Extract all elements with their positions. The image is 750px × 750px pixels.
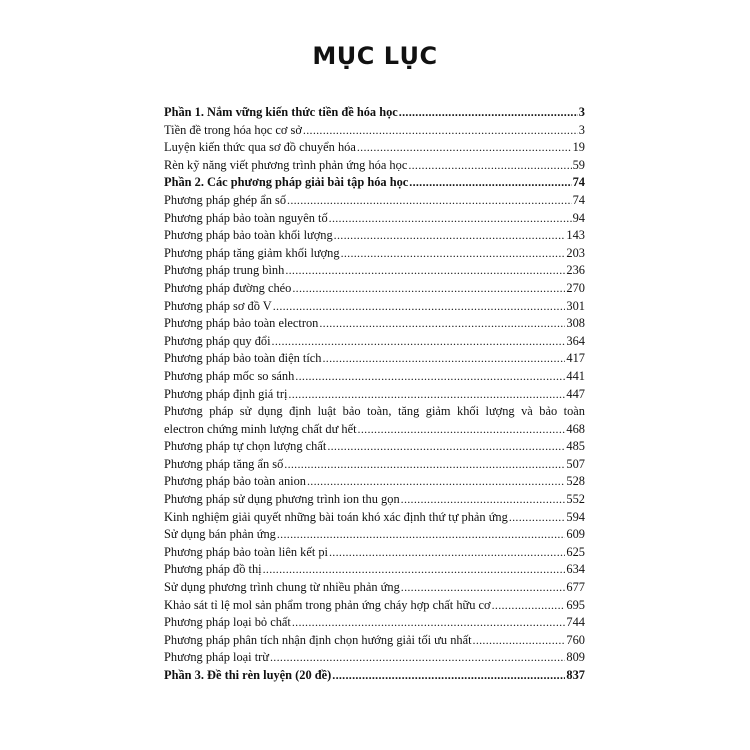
toc-entry bbox=[164, 139, 585, 157]
toc-entry-title: Phương pháp tự chọn lượng chất bbox=[164, 439, 327, 454]
toc-entry bbox=[164, 174, 585, 192]
dot-leader bbox=[408, 157, 571, 175]
toc-entry-title: Phương pháp sử dụng phương trình ion thu gọn bbox=[164, 492, 400, 507]
toc-entry bbox=[164, 368, 585, 386]
toc-entry bbox=[164, 561, 585, 579]
dot-leader bbox=[322, 350, 565, 368]
toc-entry bbox=[164, 649, 585, 667]
toc-entry-page-number: 203 bbox=[566, 245, 585, 260]
dot-leader bbox=[509, 509, 566, 527]
toc-entry bbox=[164, 227, 585, 245]
dot-leader bbox=[287, 192, 572, 210]
dot-leader bbox=[284, 456, 565, 474]
page-title: MỤC LỤC bbox=[312, 42, 438, 70]
toc-entry-title: Phương pháp loại trừ bbox=[164, 650, 269, 665]
toc-entry bbox=[164, 262, 585, 280]
toc-entry-page-number: 94 bbox=[572, 210, 585, 225]
toc-entry bbox=[164, 597, 585, 615]
dot-leader bbox=[334, 227, 566, 245]
toc-entry-title: Phương pháp bảo toàn nguyên tố bbox=[164, 210, 328, 225]
toc-entry-page-number: 74 bbox=[572, 192, 585, 207]
toc-entry bbox=[164, 421, 585, 439]
toc-entry-page-number: 468 bbox=[566, 421, 585, 436]
toc-entry-page-number: 308 bbox=[566, 316, 585, 331]
dot-leader bbox=[319, 315, 565, 333]
dot-leader bbox=[329, 210, 572, 228]
dot-leader bbox=[292, 614, 566, 632]
toc-entry bbox=[164, 280, 585, 298]
toc-entry-title: Sử dụng phương trình chung từ nhiều phản ứng bbox=[164, 580, 400, 595]
toc-entry-title: Phương pháp loại bỏ chất bbox=[164, 615, 291, 630]
toc-entry-title: electron chứng minh lượng chất dư hết bbox=[164, 421, 357, 436]
toc-entry-page-number: 74 bbox=[572, 175, 585, 190]
toc-entry-page-number: 485 bbox=[566, 439, 585, 454]
toc-entry bbox=[164, 544, 585, 562]
toc-entry-title: Phương pháp định giá trị bbox=[164, 386, 288, 401]
dot-leader bbox=[401, 579, 566, 597]
toc-entry bbox=[164, 315, 585, 333]
toc-entry-title: Rèn kỹ năng viết phương trình phản ứng hóa học bbox=[164, 157, 408, 172]
toc-entry bbox=[164, 192, 585, 210]
dot-leader bbox=[341, 245, 566, 263]
toc-entry-title: Phương pháp bảo toàn điện tích bbox=[164, 351, 322, 366]
dot-leader bbox=[327, 438, 565, 456]
toc-entry-title: Sử dụng bán phản ứng bbox=[164, 527, 276, 542]
toc-entry-title: Kinh nghiệm giải quyết những bài toán khó xác định thứ tự phản ứng bbox=[164, 509, 508, 524]
toc-entry-page-number: 609 bbox=[566, 527, 585, 542]
toc-entry-page-number: 507 bbox=[566, 456, 585, 471]
toc-entry bbox=[164, 579, 585, 597]
toc-entry-page-number: 594 bbox=[566, 509, 585, 524]
toc-entry-page-number: 552 bbox=[566, 492, 585, 507]
dot-leader bbox=[272, 333, 566, 351]
dot-leader bbox=[358, 421, 566, 439]
toc-entry-title: Phương pháp trung bình bbox=[164, 263, 285, 278]
dot-leader bbox=[273, 298, 566, 316]
toc-entry-page-number: 809 bbox=[566, 650, 585, 665]
toc-entry bbox=[164, 614, 585, 632]
toc-entry bbox=[164, 210, 585, 228]
table-of-contents bbox=[164, 104, 585, 685]
toc-entry bbox=[164, 298, 585, 316]
toc-entry-title: Phương pháp tăng ẩn số bbox=[164, 456, 284, 471]
toc-entry bbox=[164, 438, 585, 456]
dot-leader bbox=[295, 368, 565, 386]
dot-leader bbox=[292, 280, 565, 298]
toc-entry-title: Phương pháp bảo toàn anion bbox=[164, 474, 306, 489]
toc-entry-title: Phương pháp quy đổi bbox=[164, 333, 271, 348]
toc-entry-title: Phương pháp phân tích nhận định chọn hướng giải tối ưu nhất bbox=[164, 632, 472, 647]
toc-entry-title: Phương pháp bảo toàn liên kết pi bbox=[164, 544, 328, 559]
toc-entry-page-number: 528 bbox=[566, 474, 585, 489]
toc-entry bbox=[164, 122, 585, 140]
toc-entry-title: Phần 2. Các phương pháp giải bài tập hóa học bbox=[164, 175, 409, 190]
toc-entry-page-number: 364 bbox=[566, 333, 585, 348]
toc-entry-title: Luyện kiến thức qua sơ đồ chuyển hóa bbox=[164, 140, 356, 155]
toc-entry bbox=[164, 245, 585, 263]
toc-entry bbox=[164, 386, 585, 404]
toc-entry-title: Phần 1. Nắm vững kiến thức tiền đề hóa học bbox=[164, 105, 398, 119]
toc-entry-title: Phần 3. Đề thi rèn luyện (20 đề) bbox=[164, 668, 332, 682]
toc-entry bbox=[164, 456, 585, 474]
dot-leader bbox=[285, 262, 565, 280]
toc-entry bbox=[164, 403, 585, 421]
toc-entry-page-number: 837 bbox=[566, 668, 585, 682]
toc-entry-title: Phương pháp đường chéo bbox=[164, 280, 292, 295]
dot-leader bbox=[303, 122, 578, 140]
dot-leader bbox=[473, 632, 566, 650]
toc-entry-page-number: 441 bbox=[566, 368, 585, 383]
toc-entry-page-number: 634 bbox=[566, 562, 585, 577]
toc-entry bbox=[164, 491, 585, 509]
toc-entry bbox=[164, 509, 585, 527]
dot-leader bbox=[277, 526, 566, 544]
toc-entry-title: Phương pháp mốc so sánh bbox=[164, 368, 295, 383]
toc-entry-title: Tiền đề trong hóa học cơ sở bbox=[164, 122, 302, 137]
toc-entry-page-number: 59 bbox=[572, 157, 585, 172]
toc-entry bbox=[164, 333, 585, 351]
dot-leader bbox=[357, 139, 572, 157]
toc-entry bbox=[164, 473, 585, 491]
toc-entry-title: Phương pháp sử dụng định luật bảo toàn, tăng giảm khối lượng và bảo toàn bbox=[164, 404, 585, 419]
dot-leader bbox=[270, 649, 565, 667]
toc-entry-page-number: 447 bbox=[566, 386, 585, 401]
dot-leader bbox=[399, 104, 578, 122]
toc-entry-title: Khảo sát tỉ lệ mol sản phẩm trong phản ứng cháy hợp chất hữu cơ bbox=[164, 597, 491, 612]
toc-entry-page-number: 143 bbox=[566, 228, 585, 243]
toc-entry-title: Phương pháp bảo toàn khối lượng bbox=[164, 228, 333, 243]
toc-entry-title: Phương pháp đồ thị bbox=[164, 562, 262, 577]
dot-leader bbox=[288, 386, 565, 404]
toc-entry-page-number: 3 bbox=[578, 122, 585, 137]
toc-entry bbox=[164, 104, 585, 122]
toc-entry-page-number: 744 bbox=[566, 615, 585, 630]
dot-leader bbox=[329, 544, 565, 562]
toc-entry-page-number: 760 bbox=[566, 632, 585, 647]
toc-entry-title: Phương pháp ghép ẩn số bbox=[164, 192, 287, 207]
toc-entry-page-number: 417 bbox=[566, 351, 585, 366]
toc-entry-page-number: 301 bbox=[566, 298, 585, 313]
toc-entry-page-number: 677 bbox=[566, 580, 585, 595]
toc-entry-page-number: 19 bbox=[572, 140, 585, 155]
dot-leader bbox=[263, 561, 566, 579]
dot-leader bbox=[332, 667, 565, 685]
dot-leader bbox=[307, 473, 565, 491]
toc-entry bbox=[164, 157, 585, 175]
toc-entry bbox=[164, 632, 585, 650]
toc-entry bbox=[164, 667, 585, 685]
dot-leader bbox=[409, 174, 571, 192]
dot-leader bbox=[401, 491, 566, 509]
toc-entry-page-number: 3 bbox=[578, 105, 585, 119]
toc-entry-title: Phương pháp bảo toàn electron bbox=[164, 316, 319, 331]
toc-entry-title: Phương pháp tăng giảm khối lượng bbox=[164, 245, 340, 260]
toc-entry-page-number: 625 bbox=[566, 544, 585, 559]
toc-entry-title: Phương pháp sơ đồ V bbox=[164, 298, 272, 313]
toc-entry-page-number: 270 bbox=[566, 280, 585, 295]
toc-entry bbox=[164, 350, 585, 368]
toc-entry-page-number: 236 bbox=[566, 263, 585, 278]
toc-entry-page-number: 695 bbox=[566, 597, 585, 612]
dot-leader bbox=[492, 597, 566, 615]
toc-entry bbox=[164, 526, 585, 544]
